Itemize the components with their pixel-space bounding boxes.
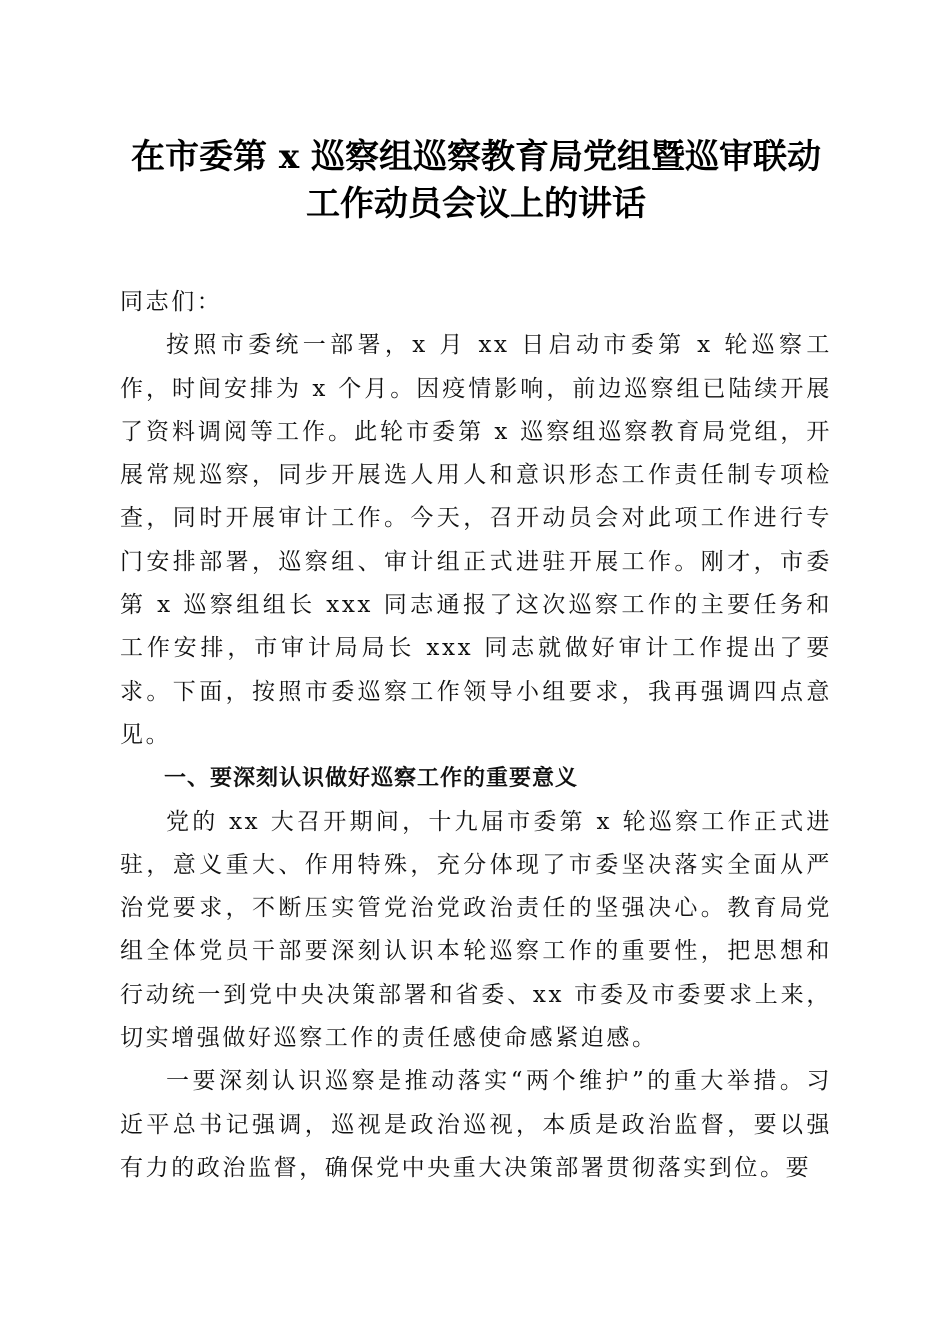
- title-line-1: 在市委第 x 巡察组巡察教育局党组暨巡审联动: [131, 137, 821, 177]
- document-title: [120, 134, 832, 228]
- section-1-paragraph-1: 党的 xx 大召开期间，十九届市委第 x 轮巡察工作正式进驻，意义重大、作用特殊，充分体现了市委坚决落实全面从严治党要求，不断压实管党治党政治责任的坚强决心。教育局党组全体党员干部要深刻认识本轮巡察工作的重要性，把思想和行动统一到党中央决策部署和省委、xx 市委及市委要求上来，切实增强做好巡察工作的责任感使命感紧迫感。: [120, 808, 832, 1052]
- section-heading-1: 一、要深刻认识做好巡察工作的重要意义: [164, 766, 579, 792]
- intro-paragraph: 按照市委统一部署，x 月 xx 日启动市委第 x 轮巡察工作，时间安排为 x 个月。因疫情影响，前边巡察组已陆续开展了资料调阅等工作。此轮市委第 x 巡察组巡察教育局党组，开展常规巡察，同步开展选人用人和意识形态工作责任制专项检查，同时开展审计工作。今天，召开动员会对此项工作进行专门安排部署，巡察组、审计组正式进驻开展工作。刚才，市委第 x 巡察组组长 xxx 同志通报了这次巡察工作的主要任务和工作安排，市审计局局长 xxx 同志就做好审计工作提出了要求。下面，按照市委巡察工作领导小组要求，我再强调四点意见。: [120, 332, 832, 748]
- salutation: 同志们：: [120, 289, 223, 315]
- document-body: [120, 281, 832, 1190]
- section-1-paragraph-2: 一要深刻认识巡察是推动落实“两个维护”的重大举措。习近平总书记强调，巡视是政治巡视，本质是政治监督，要以强有力的政治监督，确保党中央重大决策部署贯彻落实到位。要: [120, 1068, 832, 1181]
- title-line-2: 工作动员会议上的讲话: [306, 184, 646, 224]
- document-page: [120, 0, 832, 1344]
